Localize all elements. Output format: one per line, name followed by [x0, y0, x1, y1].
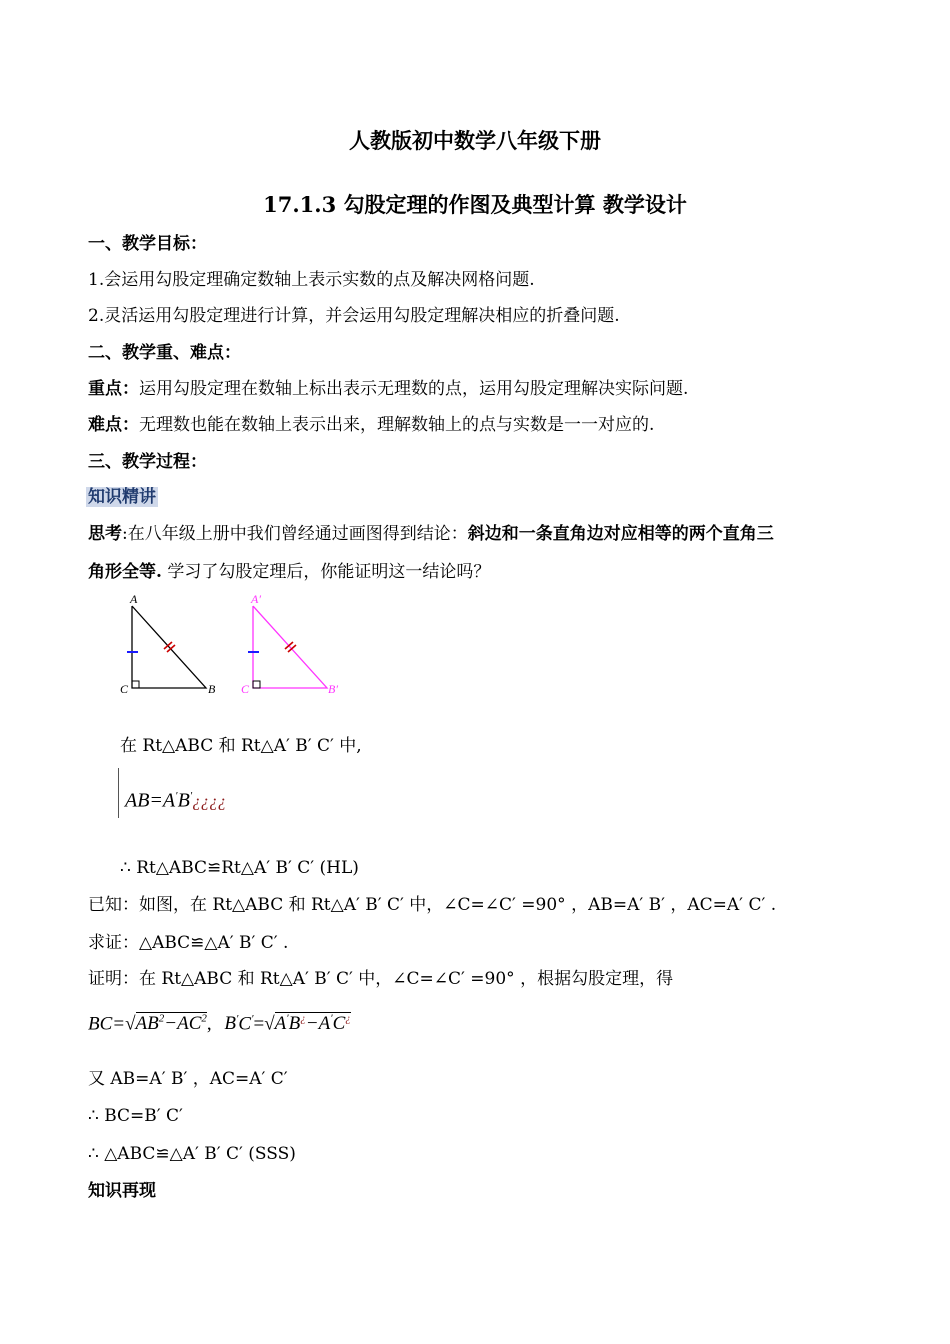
goal-item-1: 1.会运用勾股定理确定数轴上表示实数的点及解决网格问题.	[88, 270, 535, 290]
formula-bc-lhs: BC=	[88, 1013, 126, 1035]
formula-prime-d: ′	[330, 1013, 333, 1025]
again-statement: 又 AB=A′ B′ ，AC=A′ C′	[88, 1069, 288, 1089]
difficult-point-line	[88, 414, 654, 436]
formula-q-2: ¿	[345, 1013, 351, 1025]
think-label: 思考	[88, 524, 122, 544]
equation-ab	[125, 783, 226, 815]
formula-radicand-1	[136, 1012, 207, 1034]
label-c: C	[120, 682, 129, 696]
formula-c-prime-2: C	[332, 1013, 346, 1035]
bc-equal-statement: ∴ BC=B′ C′	[88, 1106, 183, 1126]
sqrt-sign-2: √	[264, 1013, 275, 1035]
label-b-prime: B′	[328, 682, 338, 696]
triangle-prime-outline	[253, 606, 327, 688]
think-bold-1: 斜边和一条直角边对应相等的两个直角三	[467, 524, 774, 544]
formula-square-1: 2	[158, 1013, 165, 1025]
given-statement: 已知：如图，在 Rt△ABC 和 Rt△A′ B′ C′ 中，∠C=∠C′ =90° ，AB=A′ B′ ，AC=A′ C′ .	[88, 895, 777, 915]
knowledge-highlight	[86, 486, 158, 508]
formula-b-prime: B	[224, 1013, 236, 1035]
equation-tail: ¿¿¿¿	[192, 791, 227, 811]
goal-item-2: 2.灵活运用勾股定理进行计算，并会运用勾股定理解决相应的折叠问题.	[88, 306, 620, 326]
equation-b: B	[177, 789, 190, 812]
formula-prime-c: ′	[286, 1013, 289, 1025]
label-a: A	[130, 592, 138, 606]
formula-line	[88, 1006, 351, 1037]
label-b: B	[208, 682, 216, 696]
section-knowledge-review: 知识再现	[88, 1181, 156, 1201]
document-title: 人教版初中数学八年级下册	[349, 128, 601, 153]
formula-minus-a: −A	[305, 1013, 331, 1035]
equation-prime-2: ′	[189, 790, 193, 802]
label-c-prime: C	[241, 682, 250, 696]
think-line-1	[88, 523, 774, 545]
formula-b-prime-2: B	[288, 1013, 301, 1035]
think-bold-2: 角形全等.	[88, 562, 162, 582]
formula-comma: ,	[206, 1013, 212, 1035]
key-point-text: 运用勾股定理在数轴上标出表示无理数的点，运用勾股定理解决实际问题.	[139, 379, 689, 399]
think-line-2	[88, 561, 490, 583]
right-angle-mark-c-prime	[253, 681, 260, 688]
formula-q-1: ¿	[300, 1013, 306, 1025]
formula-prime-b: ′	[251, 1013, 254, 1025]
conclusion-hl: ∴ Rt△ABC≌Rt△A′ B′ C′ (HL)	[120, 858, 359, 878]
section-heading-process: 三、教学过程：	[88, 452, 207, 472]
label-a-prime: A′	[251, 592, 261, 606]
formula-radicand-2	[275, 1012, 351, 1034]
triangle-abc	[120, 592, 216, 696]
formula-minus-ac: −AC	[164, 1013, 202, 1035]
think-text-2: 学习了勾股定理后，你能证明这一结论吗？	[161, 562, 491, 582]
right-angle-mark-c	[132, 681, 139, 688]
difficult-point-text: 无理数也能在数轴上表示出来，理解数轴上的点与实数是一一对应的.	[139, 415, 655, 435]
lesson-title: 17.1.3 勾股定理的作图及典型计算 教学设计	[263, 192, 687, 217]
section-heading-key-points: 二、教学重、难点：	[88, 343, 241, 363]
formula-square-2: 2	[201, 1013, 207, 1025]
difficult-point-label: 难点：	[88, 415, 139, 435]
equation-brace	[118, 768, 121, 818]
proof-statement: 证明：在 Rt△ABC 和 Rt△A′ B′ C′ 中，∠C=∠C′ =90° ，根据勾股定理，得	[88, 969, 674, 989]
triangle-abc-outline	[132, 606, 206, 688]
formula-c-prime: C	[238, 1013, 252, 1035]
key-point-line	[88, 378, 688, 400]
equation-ab-main: AB=A	[125, 789, 176, 812]
sqrt-sign-1: √	[125, 1013, 136, 1035]
conclusion-sss: ∴ △ABC≌△A′ B′ C′ (SSS)	[88, 1144, 296, 1164]
to-prove-statement: 求证：△ABC≌△A′ B′ C′ .	[88, 933, 289, 953]
triangle-a-prime-b-prime-c-prime	[241, 592, 338, 696]
section-heading-goals: 一、教学目标：	[88, 234, 207, 254]
think-text-1: :在八年级上册中我们曾经通过画图得到结论：	[122, 524, 468, 544]
formula-prime-a: ′	[235, 1013, 239, 1025]
triangle-figures	[110, 588, 370, 700]
knowledge-label: 知识精讲	[88, 487, 156, 507]
proof-intro: 在 Rt△ABC 和 Rt△A′ B′ C′ 中,	[120, 736, 362, 756]
equation-prime-1: ′	[175, 790, 178, 802]
formula-equals: =	[253, 1013, 265, 1035]
formula-a-prime: A	[274, 1013, 287, 1035]
key-point-label: 重点：	[88, 379, 139, 399]
formula-ab: AB	[135, 1013, 159, 1035]
